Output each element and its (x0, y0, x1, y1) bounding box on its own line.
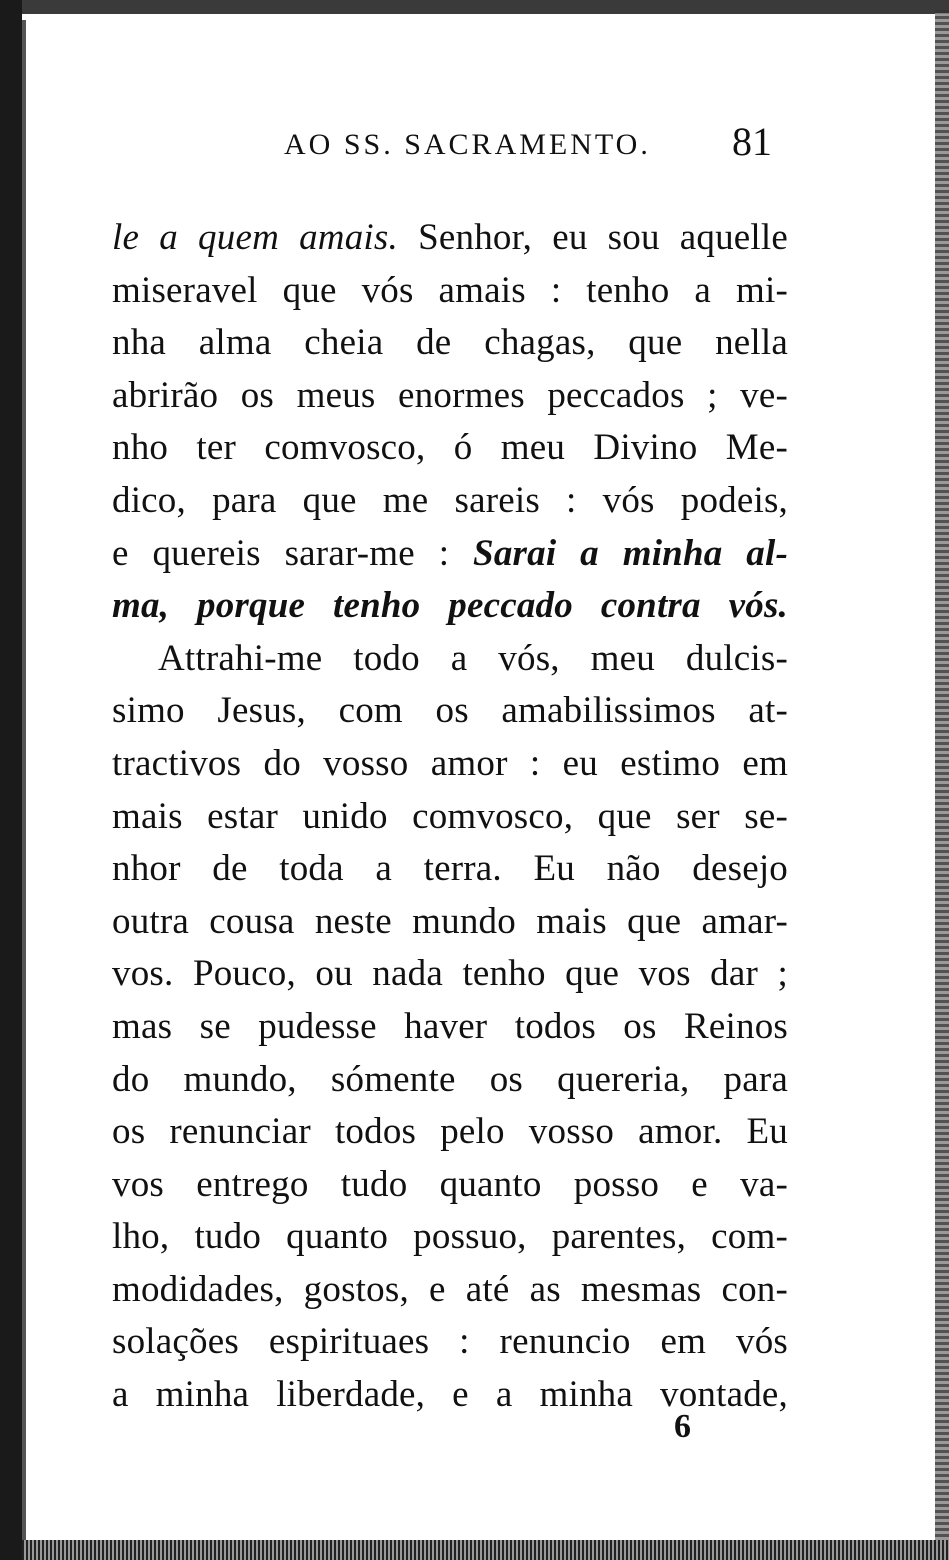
text-run: solações espirituaes : renuncio em vós (112, 1321, 788, 1363)
text-line (112, 580, 788, 633)
text-run: nhor de toda a terra. Eu não desejo (112, 848, 788, 890)
text-run: do mundo, sómente os quereria, para (112, 1058, 788, 1100)
scan-left-shadow (22, 20, 26, 1540)
text-run: Attrahi-me todo a vós, meu dulcis- (158, 637, 788, 679)
text-run: abrirão os meus enormes peccados ; ve- (112, 374, 788, 416)
text-line (112, 1264, 788, 1317)
text-line (112, 475, 788, 528)
text-line (112, 212, 788, 265)
text-run: nha alma cheia de chagas, que nella (112, 322, 788, 364)
scan-bottom-edge (22, 1540, 949, 1560)
text-line (112, 1211, 788, 1264)
text-run: vos entrego tudo quanto posso e va- (112, 1163, 788, 1205)
text-run: Senhor, eu sou aquelle (397, 217, 788, 258)
text-line (112, 633, 788, 686)
emphasized-text: le a quem amais. (112, 217, 398, 258)
emphasized-text: Sarai a minha al- (473, 532, 788, 574)
scan-left-edge (0, 0, 22, 1560)
scan-top-edge (22, 0, 949, 14)
body-text (112, 212, 788, 1422)
text-run: vos. Pouco, ou nada tenho que vos dar ; (112, 953, 788, 995)
text-run: lho, tudo quanto possuo, parentes, com- (112, 1216, 788, 1258)
text-line (112, 528, 788, 581)
text-run: nho ter comvosco, ó meu Divino Me- (112, 427, 788, 469)
text-line (112, 948, 788, 1001)
text-run: a minha liberdade, e a minha vontade, (112, 1374, 788, 1416)
text-run: os renunciar todos pelo vosso amor. Eu (112, 1111, 788, 1153)
text-line (112, 791, 788, 844)
text-line (112, 738, 788, 791)
text-run: modidades, gostos, e até as mesmas con- (112, 1268, 788, 1310)
page-number: 81 (732, 119, 772, 164)
text-run: e quereis sarar-me : (112, 532, 474, 574)
text-run: tractivos do vosso amor : eu estimo em (112, 742, 788, 784)
emphasized-text: ma, porque tenho peccado contra vós. (112, 585, 788, 627)
text-line (112, 317, 788, 370)
text-line (112, 1316, 788, 1369)
text-line (112, 843, 788, 896)
signature-mark: 6 (674, 1408, 691, 1445)
text-line (112, 896, 788, 949)
text-run: mas se pudesse haver todos os Reinos (112, 1005, 788, 1047)
scan-right-edge (935, 10, 949, 1560)
text-line (112, 1159, 788, 1212)
text-run: mais estar unido comvosco, que ser se- (112, 795, 788, 837)
text-line (112, 1106, 788, 1159)
running-head: AO SS. SACRAMENTO. (284, 128, 651, 161)
text-line (112, 422, 788, 475)
text-run: dico, para que me sareis : vós podeis, (112, 479, 788, 521)
text-line (112, 1054, 788, 1107)
text-line (112, 370, 788, 423)
text-run: outra cousa neste mundo mais que amar- (112, 900, 788, 942)
text-line (112, 265, 788, 318)
text-line (112, 1001, 788, 1054)
text-run: miseravel que vós amais : tenho a mi- (112, 269, 788, 311)
text-run: simo Jesus, com os amabilissimos at- (112, 690, 788, 732)
text-line (112, 685, 788, 738)
